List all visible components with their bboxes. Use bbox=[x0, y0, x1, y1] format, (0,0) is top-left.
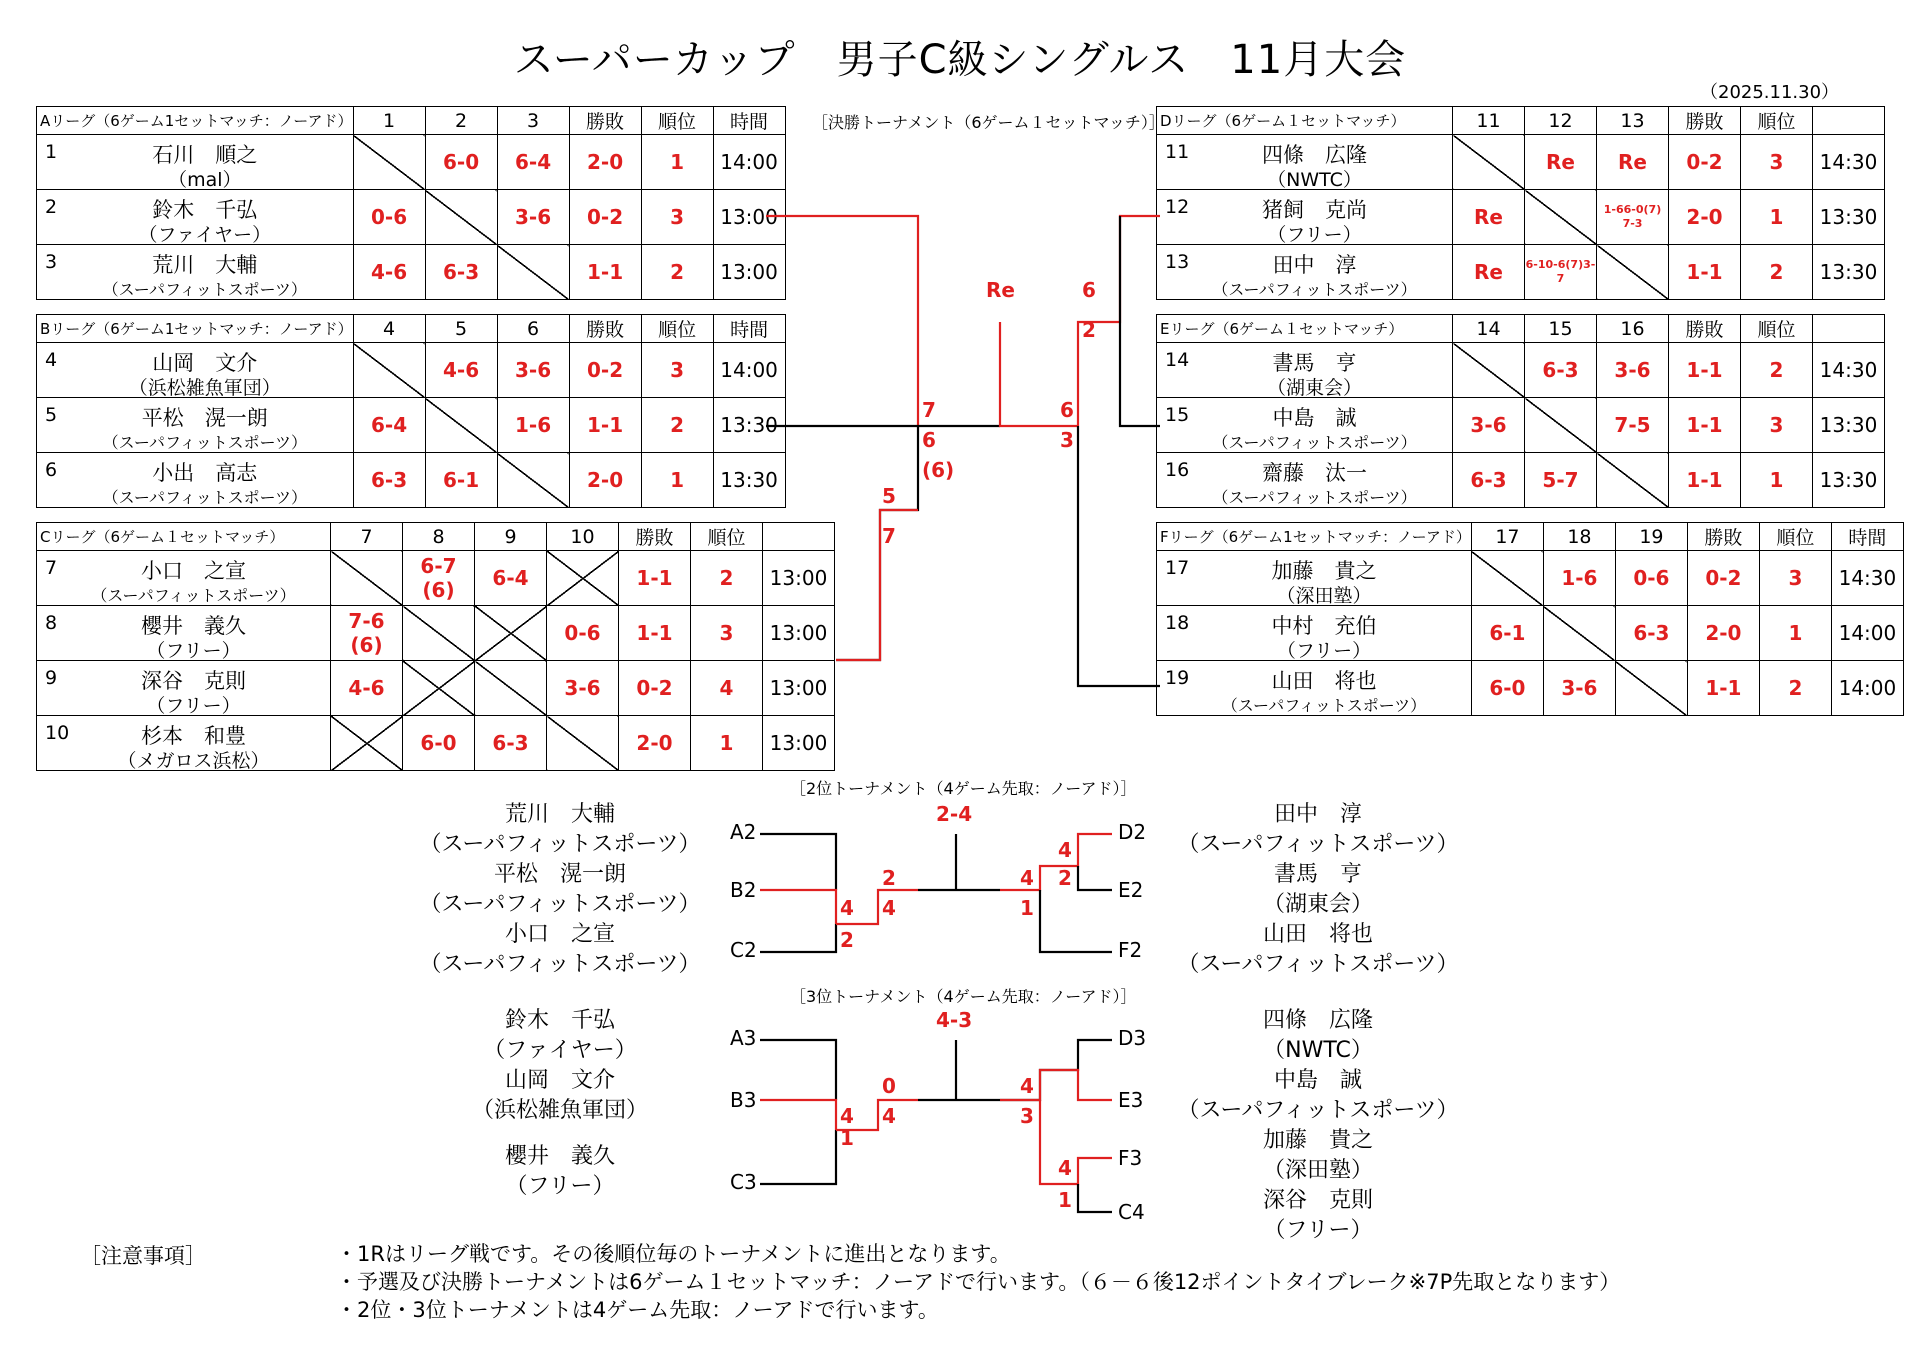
player-number: 19 bbox=[1165, 667, 1190, 689]
second-right-names: 田中 淳 （スーパフィットスポーツ） 書馬 亨 （湖東会） 山田 将也 （スーパフィットスポーツ） bbox=[1177, 802, 1459, 977]
win-loss-cell: 1-1 bbox=[619, 551, 691, 606]
league-header-cell: 12 bbox=[1525, 107, 1597, 135]
win-loss-cell: 0-2 bbox=[1687, 551, 1759, 606]
league-header-title: Dリーグ（6ゲーム１セットマッチ） bbox=[1157, 107, 1453, 135]
league-header-cell: 19 bbox=[1615, 523, 1687, 551]
league-header-title: Fリーグ（6ゲーム1セットマッチ：ノーアド） bbox=[1157, 523, 1472, 551]
seed-e3: E3 bbox=[1118, 1088, 1144, 1112]
player-name: 小口 之宣 bbox=[141, 559, 246, 583]
player-name: 荒川 大輔 bbox=[152, 253, 258, 277]
note-line: ・予選及び決勝トーナメントは6ゲーム１セットマッチ：ノーアドで行います。（６－６後12ポイントタイブレーク※7P先取となります） bbox=[336, 1270, 1621, 1294]
score-value: 3-6 bbox=[1561, 676, 1598, 700]
player-club: （NWTC） bbox=[1267, 169, 1362, 190]
player-club: （スーパフィットスポーツ） bbox=[91, 586, 296, 605]
score-value: 6-0 bbox=[1489, 676, 1526, 700]
final-score-semi-right-a: 6 bbox=[1060, 398, 1074, 422]
second-right-winner bbox=[1000, 834, 1112, 890]
player-name: 平松 滉一朗 bbox=[141, 406, 268, 430]
final-score-top-right-b: 2 bbox=[1082, 318, 1096, 342]
player-number: 16 bbox=[1165, 459, 1190, 481]
time-cell: 13:00 bbox=[763, 716, 835, 771]
final-score-semi-left-c: (6) bbox=[922, 458, 955, 482]
time-cell: 14:00 bbox=[713, 343, 785, 398]
note-line: ・2位・3位トーナメントは4ゲーム先取：ノーアドで行います。 bbox=[336, 1298, 939, 1322]
second-score-5: 4 bbox=[1020, 866, 1034, 890]
time-cell: 14:30 bbox=[1831, 551, 1903, 606]
third-line-a3 bbox=[760, 1040, 836, 1100]
second-score-3: 2 bbox=[882, 866, 896, 890]
score-value: 3-6 bbox=[1614, 358, 1651, 382]
score-value: 4-6 bbox=[370, 260, 408, 284]
league-header-cell: 順位 bbox=[1741, 315, 1813, 343]
seed-c4: C4 bbox=[1118, 1200, 1145, 1224]
league-header-cell: 勝敗 bbox=[569, 107, 641, 135]
player-name: 山岡 文介 bbox=[152, 351, 258, 375]
score-value: 6-1 bbox=[443, 468, 480, 492]
third-right-winner-red bbox=[1000, 1070, 1112, 1100]
seed-d3: D3 bbox=[1118, 1026, 1147, 1050]
notes-heading: ［注意事項］ bbox=[80, 1244, 206, 1268]
player-club: （深田塾） bbox=[1276, 585, 1372, 606]
player-club: （スーパフィットスポーツ） bbox=[102, 488, 307, 507]
rank-cell: 2 bbox=[1759, 661, 1831, 716]
third-final-score: 4-3 bbox=[936, 1008, 973, 1032]
league-header-cell: 10 bbox=[547, 523, 619, 551]
score-value: 7-6 bbox=[348, 609, 385, 633]
league-header-cell: 勝敗 bbox=[619, 523, 691, 551]
win-loss-cell: 2-0 bbox=[619, 716, 691, 771]
third-line-c3 bbox=[760, 1130, 836, 1184]
time-cell: 13:00 bbox=[713, 245, 785, 300]
player-number: 17 bbox=[1165, 557, 1190, 579]
win-loss-cell: 2-0 bbox=[569, 135, 641, 190]
player-number: 13 bbox=[1165, 251, 1190, 273]
player-name: 中村 充伯 bbox=[1271, 614, 1377, 638]
third-line-c4 bbox=[1078, 1184, 1112, 1212]
rank-cell: 1 bbox=[691, 716, 763, 771]
player-name: 櫻井 義久 bbox=[141, 614, 246, 638]
score-value: 6-3 bbox=[1470, 468, 1507, 492]
player-number: 3 bbox=[45, 251, 58, 273]
league-header-cell: 16 bbox=[1597, 315, 1669, 343]
score-value: Re bbox=[1474, 260, 1503, 284]
final-score-top-left: Re bbox=[986, 278, 1015, 302]
rank-cell: 3 bbox=[1741, 135, 1813, 190]
score-value: 6-4 bbox=[492, 566, 529, 590]
third-score-2: 1 bbox=[840, 1126, 854, 1150]
final-score-semi-left-a: 7 bbox=[922, 398, 936, 422]
league-header-cell: 14 bbox=[1453, 315, 1525, 343]
rank-cell: 3 bbox=[1759, 551, 1831, 606]
win-loss-cell: 1-1 bbox=[1669, 398, 1741, 453]
score-value: 3-6 bbox=[1470, 413, 1507, 437]
rank-cell: 2 bbox=[641, 398, 713, 453]
player-club: （湖東会） bbox=[1266, 377, 1362, 398]
player-name: 深谷 克則 bbox=[141, 669, 246, 693]
score-value: 6-7 bbox=[420, 554, 457, 578]
seed-c2: C2 bbox=[730, 938, 757, 962]
player-number: 2 bbox=[45, 196, 58, 218]
seed-a3: A3 bbox=[730, 1026, 757, 1050]
player-name: 杉本 和豊 bbox=[141, 724, 246, 748]
final-line-c bbox=[836, 426, 918, 660]
time-cell: 14:30 bbox=[1813, 135, 1885, 190]
third-score-4: 4 bbox=[882, 1104, 896, 1128]
player-number: 10 bbox=[45, 722, 70, 744]
player-name: 書馬 亨 bbox=[1272, 351, 1357, 375]
player-club: （ファイヤー） bbox=[138, 224, 272, 245]
event-date: （2025.11.30） bbox=[1700, 82, 1840, 103]
player-number: 6 bbox=[45, 459, 58, 481]
league-header-cell: 勝敗 bbox=[1669, 107, 1741, 135]
score-value: 3-6 bbox=[514, 205, 552, 229]
league-header-cell: 11 bbox=[1453, 107, 1525, 135]
time-cell: 14:00 bbox=[713, 135, 785, 190]
player-club: （フリー） bbox=[1267, 224, 1362, 245]
tiebreak-value: (6) bbox=[422, 578, 455, 602]
score-value: 6-4 bbox=[514, 150, 552, 174]
time-cell: 13:30 bbox=[1813, 190, 1885, 245]
player-number: 5 bbox=[45, 404, 58, 426]
rank-cell: 1 bbox=[641, 135, 713, 190]
player-name: 加藤 貴之 bbox=[1271, 559, 1377, 583]
league-header-cell: 時間 bbox=[713, 107, 785, 135]
seed-e2: E2 bbox=[1118, 878, 1144, 902]
win-loss-cell: 0-2 bbox=[569, 343, 641, 398]
league-header-cell: 順位 bbox=[691, 523, 763, 551]
third-score-6: 3 bbox=[1020, 1104, 1034, 1128]
second-line-b2 bbox=[760, 890, 836, 924]
player-number: 7 bbox=[45, 557, 58, 579]
seed-c3: C3 bbox=[730, 1170, 757, 1194]
win-loss-cell: 1-1 bbox=[619, 606, 691, 661]
player-number: 18 bbox=[1165, 612, 1190, 634]
player-number: 11 bbox=[1165, 141, 1190, 163]
seed-d2: D2 bbox=[1118, 820, 1147, 844]
league-header-title: Cリーグ（6ゲーム１セットマッチ） bbox=[37, 523, 331, 551]
win-loss-cell: 2-0 bbox=[569, 453, 641, 508]
player-number: 1 bbox=[45, 141, 58, 163]
score-value: 6-3 bbox=[1542, 358, 1579, 382]
league-header-cell: 6 bbox=[497, 315, 569, 343]
time-cell: 13:30 bbox=[1813, 398, 1885, 453]
score-value: 6-3 bbox=[1633, 621, 1670, 645]
win-loss-cell: 0-2 bbox=[569, 190, 641, 245]
second-line-f2 bbox=[1040, 890, 1112, 952]
player-name: 田中 淳 bbox=[1272, 253, 1357, 277]
third-score-7: 4 bbox=[1058, 1156, 1072, 1180]
score-value: 6-3 bbox=[442, 260, 480, 284]
time-cell: 13:30 bbox=[1813, 453, 1885, 508]
second-score-4: 4 bbox=[882, 896, 896, 920]
score-value: 6-1 bbox=[1489, 621, 1526, 645]
third-line-b3 bbox=[760, 1100, 836, 1130]
league-header-cell: 順位 bbox=[1741, 107, 1813, 135]
third-tournament-label: ［3位トーナメント（4ゲーム先取：ノーアド）］ bbox=[790, 987, 1137, 1006]
third-score-5: 4 bbox=[1020, 1074, 1034, 1098]
score-value: 3-6 bbox=[564, 676, 601, 700]
player-name: 四條 広隆 bbox=[1262, 143, 1367, 167]
score-value: 4-6 bbox=[443, 358, 480, 382]
final-score-semi-left-b: 6 bbox=[922, 428, 936, 452]
score-value: 6-3 bbox=[371, 468, 408, 492]
league-header-cell: 7 bbox=[331, 523, 403, 551]
win-loss-cell: 0-2 bbox=[619, 661, 691, 716]
score-value: 7-5 bbox=[1614, 413, 1651, 437]
third-left-names: 鈴木 千弘 （ファイヤー） 山岡 文介 （浜松雑魚軍団） 櫻井 義久 （フリー） bbox=[471, 1008, 648, 1199]
second-score-1: 4 bbox=[840, 896, 854, 920]
final-tournament-label: ［決勝トーナメント（6ゲーム１セットマッチ）］ bbox=[812, 113, 1165, 132]
seed-b3: B3 bbox=[730, 1088, 757, 1112]
score-value: 3-6 bbox=[515, 358, 552, 382]
league-header-title: Eリーグ（6ゲーム１セットマッチ） bbox=[1157, 315, 1453, 343]
league-header-cell: 4 bbox=[353, 315, 425, 343]
player-club: （スーパフィットスポーツ） bbox=[102, 433, 307, 452]
third-line-f3 bbox=[1040, 1100, 1112, 1184]
league-header-cell: 5 bbox=[425, 315, 497, 343]
league-header-cell: 18 bbox=[1543, 523, 1615, 551]
final-line-f bbox=[1078, 426, 1160, 686]
player-number: 4 bbox=[45, 349, 58, 371]
league-header-cell: 17 bbox=[1471, 523, 1543, 551]
win-loss-cell: 2-0 bbox=[1687, 606, 1759, 661]
score-value: 6-0 bbox=[442, 150, 480, 174]
rank-cell: 2 bbox=[1741, 245, 1813, 300]
rank-cell: 2 bbox=[691, 551, 763, 606]
player-club: （スーパフィットスポーツ） bbox=[1212, 280, 1417, 299]
league-header-cell: 13 bbox=[1597, 107, 1669, 135]
third-score-1: 4 bbox=[840, 1104, 854, 1128]
win-loss-cell: 1-1 bbox=[1669, 343, 1741, 398]
league-header-cell: 15 bbox=[1525, 315, 1597, 343]
win-loss-cell: 1-1 bbox=[1669, 453, 1741, 508]
score-value: 0-6 bbox=[370, 205, 408, 229]
win-loss-cell: 1-1 bbox=[1669, 245, 1741, 300]
tiebreak-value: (6) bbox=[350, 633, 383, 657]
player-club: （スーパフィットスポーツ） bbox=[1221, 696, 1427, 715]
final-score-qf-left-a: 5 bbox=[882, 484, 896, 508]
score-value: 6-0 bbox=[420, 731, 457, 755]
player-name: 齋藤 汰一 bbox=[1262, 461, 1367, 485]
time-cell: 13:30 bbox=[1813, 245, 1885, 300]
second-score-2: 2 bbox=[840, 928, 854, 952]
rank-cell: 1 bbox=[1741, 453, 1813, 508]
league-header-title: Bリーグ（6ゲーム1セットマッチ：ノーアド） bbox=[37, 315, 354, 343]
final-line-c-winner bbox=[836, 510, 918, 660]
player-number: 14 bbox=[1165, 349, 1190, 371]
rank-cell: 1 bbox=[1759, 606, 1831, 661]
second-final-score: 2-4 bbox=[936, 802, 973, 826]
second-line-a2 bbox=[760, 834, 836, 890]
league-header-cell: 3 bbox=[497, 107, 569, 135]
time-cell: 14:00 bbox=[1831, 661, 1903, 716]
time-cell: 13:30 bbox=[713, 453, 785, 508]
final-line-a-winner bbox=[766, 216, 918, 426]
win-loss-cell: 2-0 bbox=[1669, 190, 1741, 245]
rank-cell: 4 bbox=[691, 661, 763, 716]
second-score-8: 2 bbox=[1058, 866, 1072, 890]
time-cell: 13:00 bbox=[763, 551, 835, 606]
player-name: 石川 順之 bbox=[152, 143, 258, 167]
final-score-qf-left-b: 7 bbox=[882, 524, 896, 548]
notes-body bbox=[336, 1240, 1620, 1324]
score-value: 5-7 bbox=[1542, 468, 1579, 492]
second-line-c2 bbox=[760, 924, 836, 952]
time-cell: 13:00 bbox=[763, 606, 835, 661]
player-club: （スーパフィットスポーツ） bbox=[1212, 433, 1417, 452]
score-value: 0-6 bbox=[564, 621, 601, 645]
player-club: （mal） bbox=[168, 169, 242, 190]
score-value: 0-6 bbox=[1633, 566, 1670, 590]
league-header-cell: 9 bbox=[475, 523, 547, 551]
seed-b2: B2 bbox=[730, 878, 757, 902]
seed-f3: F3 bbox=[1118, 1146, 1143, 1170]
win-loss-cell: 1-1 bbox=[1687, 661, 1759, 716]
league-header-cell: 1 bbox=[353, 107, 425, 135]
second-line-e2 bbox=[1078, 866, 1112, 890]
rank-cell: 3 bbox=[641, 190, 713, 245]
player-name: 猪飼 克尚 bbox=[1262, 198, 1367, 222]
rank-cell: 3 bbox=[641, 343, 713, 398]
league-header-cell: 順位 bbox=[641, 107, 713, 135]
rank-cell: 3 bbox=[1741, 398, 1813, 453]
note-line: ・1Rはリーグ戦です。その後順位毎のトーナメントに進出となります。 bbox=[336, 1242, 1011, 1266]
score-value: 1-6 bbox=[515, 413, 552, 437]
score-value: 1-66-0(7) 7-3 bbox=[1603, 203, 1662, 230]
score-value: Re bbox=[1546, 150, 1575, 174]
win-loss-cell: 0-2 bbox=[1669, 135, 1741, 190]
score-value: 6-4 bbox=[371, 413, 408, 437]
league-header-cell: 2 bbox=[425, 107, 497, 135]
third-right-names: 四條 広隆 （NWTC） 中島 誠 （スーパフィットスポーツ） 加藤 貴之 （深田塾） 深谷 克則 （フリー） bbox=[1177, 1008, 1459, 1243]
page-title: スーパーカップ 男子C級シングルス 11月大会 bbox=[513, 37, 1407, 83]
player-number: 8 bbox=[45, 612, 58, 634]
rank-cell: 3 bbox=[691, 606, 763, 661]
score-value: Re bbox=[1474, 205, 1503, 229]
player-number: 12 bbox=[1165, 196, 1190, 218]
time-cell: 14:30 bbox=[1813, 343, 1885, 398]
third-score-8: 1 bbox=[1058, 1188, 1072, 1212]
league-header-cell: 8 bbox=[403, 523, 475, 551]
win-loss-cell: 1-1 bbox=[569, 245, 641, 300]
player-number: 15 bbox=[1165, 404, 1190, 426]
player-name: 小出 高志 bbox=[152, 461, 258, 485]
second-score-7: 4 bbox=[1058, 838, 1072, 862]
second-left-names: 荒川 大輔 （スーパフィットスポーツ） 平松 滉一朗 （スーパフィットスポーツ） 小口 之宣 （スーパフィットスポーツ） bbox=[419, 802, 701, 977]
league-header-cell: 時間 bbox=[713, 315, 785, 343]
second-tournament-label: ［2位トーナメント（4ゲーム先取：ノーアド）］ bbox=[790, 779, 1137, 798]
win-loss-cell: 1-1 bbox=[569, 398, 641, 453]
player-club: （フリー） bbox=[146, 695, 241, 716]
player-name: 鈴木 千弘 bbox=[152, 198, 258, 222]
player-club: （スーパフィットスポーツ） bbox=[102, 280, 307, 299]
league-header-cell: 時間 bbox=[1831, 523, 1903, 551]
score-value: 6-3 bbox=[492, 731, 529, 755]
player-name: 中島 誠 bbox=[1272, 406, 1357, 430]
player-name: 山田 将也 bbox=[1271, 669, 1377, 693]
player-club: （スーパフィットスポーツ） bbox=[1212, 488, 1417, 507]
time-cell: 14:00 bbox=[1831, 606, 1903, 661]
third-score-3: 0 bbox=[882, 1074, 896, 1098]
league-header-cell: 勝敗 bbox=[1687, 523, 1759, 551]
time-cell: 13:00 bbox=[763, 661, 835, 716]
league-header-title: Aリーグ（6ゲーム1セットマッチ：ノーアド） bbox=[37, 107, 354, 135]
league-header-cell: 勝敗 bbox=[569, 315, 641, 343]
time-cell: 13:30 bbox=[713, 398, 785, 453]
player-club: （フリー） bbox=[1276, 640, 1372, 661]
rank-cell: 2 bbox=[1741, 343, 1813, 398]
final-score-top-right-a: 6 bbox=[1082, 278, 1096, 302]
rank-cell: 1 bbox=[641, 453, 713, 508]
rank-cell: 1 bbox=[1741, 190, 1813, 245]
seed-f2: F2 bbox=[1118, 938, 1143, 962]
league-header-cell: 勝敗 bbox=[1669, 315, 1741, 343]
league-header-cell: 順位 bbox=[1759, 523, 1831, 551]
league-header-cell: 順位 bbox=[641, 315, 713, 343]
rank-cell: 2 bbox=[641, 245, 713, 300]
second-score-6: 1 bbox=[1020, 896, 1034, 920]
time-cell: 13:00 bbox=[713, 190, 785, 245]
player-club: （浜松雑魚軍団） bbox=[128, 377, 281, 398]
final-score-semi-right-b: 3 bbox=[1060, 428, 1074, 452]
seed-a2: A2 bbox=[730, 820, 757, 844]
score-value: 1-6 bbox=[1561, 566, 1598, 590]
score-value: Re bbox=[1618, 150, 1647, 174]
player-club: （メガロス浜松） bbox=[117, 750, 270, 771]
score-value: 4-6 bbox=[348, 676, 385, 700]
final-line-e bbox=[1120, 216, 1160, 426]
player-club: （フリー） bbox=[146, 640, 241, 661]
score-value: 6-10-6(7)3-7 bbox=[1525, 258, 1596, 285]
player-number: 9 bbox=[45, 667, 58, 689]
